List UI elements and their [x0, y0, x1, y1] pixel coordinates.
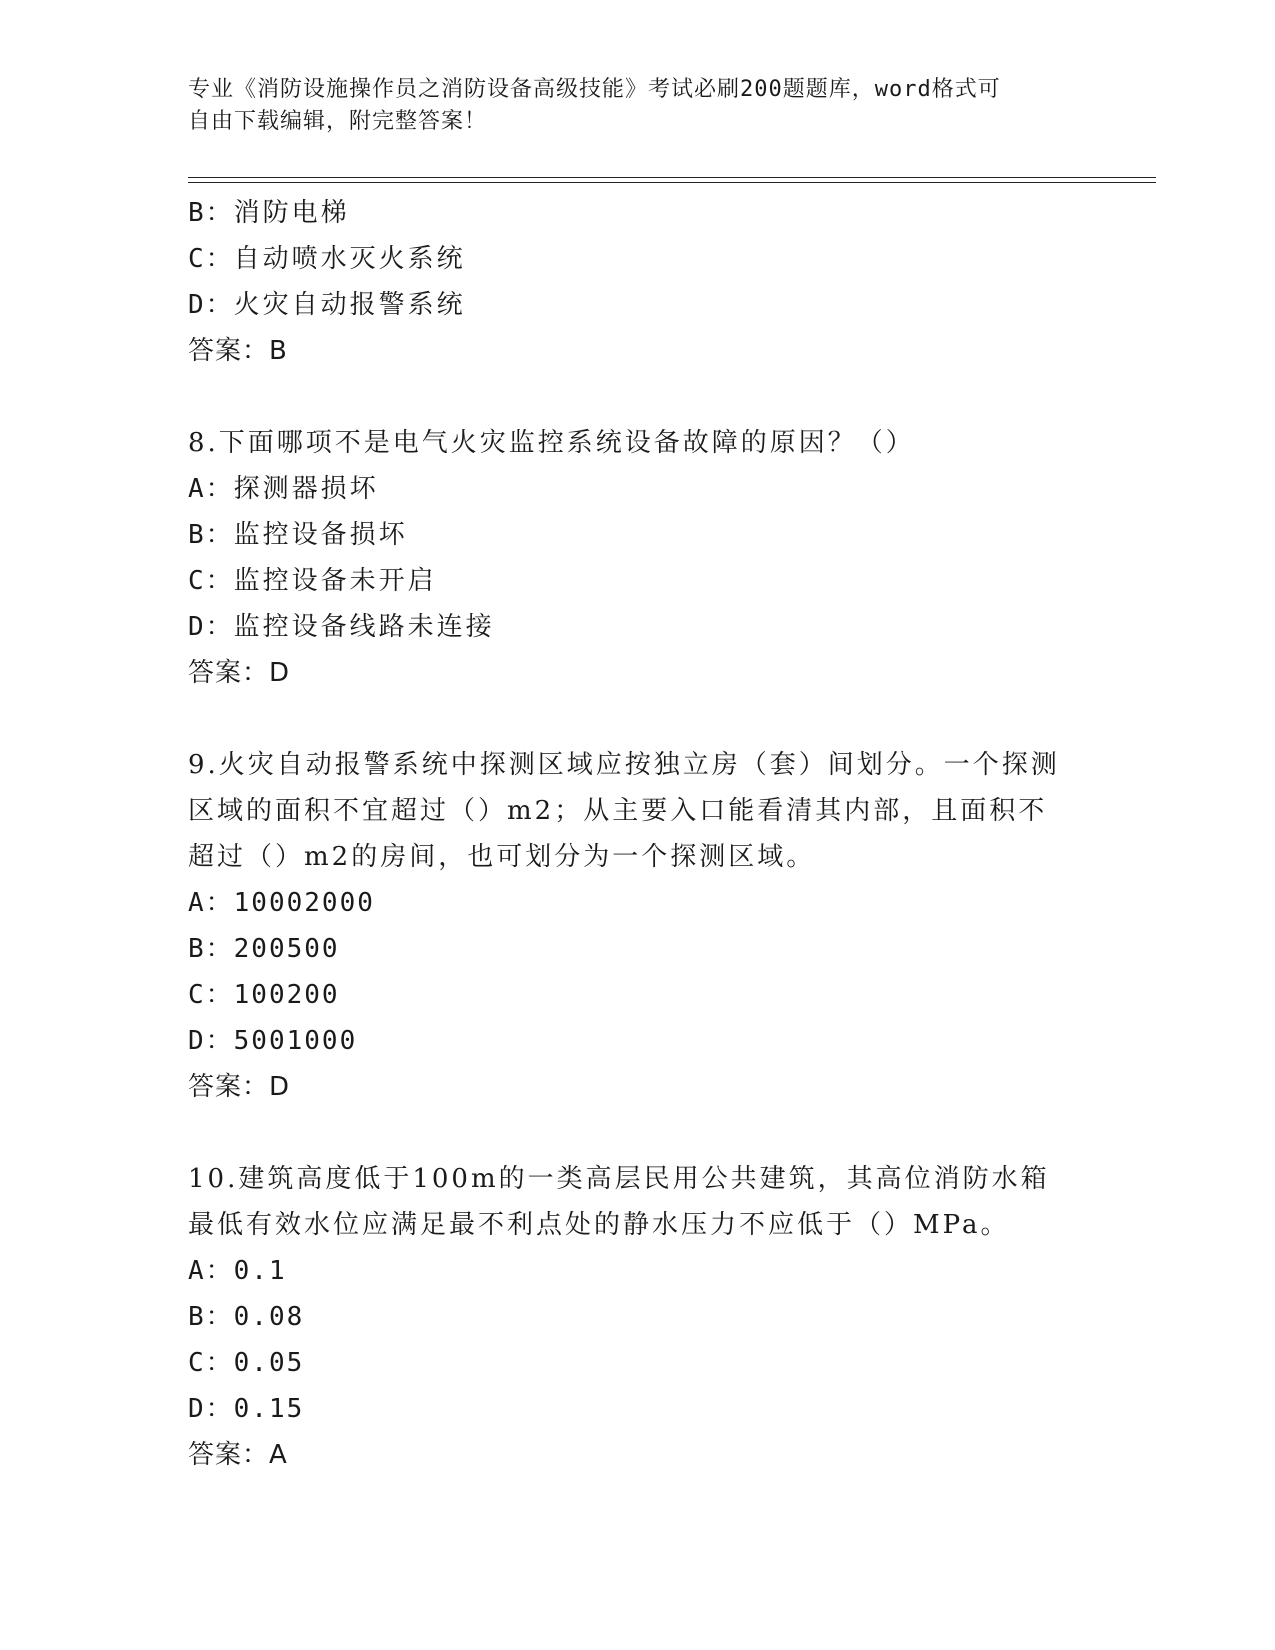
question-stem: 10.建筑高度低于100m的一类高层民用公共建筑，其高位消防水箱最低有效水位应满足最不利点处的静水压力不应低于（）MPa。 [188, 1164, 1050, 1240]
answer-line: 答案：A [188, 1440, 288, 1470]
option-d: D：0.15 [188, 1394, 305, 1424]
question-8 [188, 420, 1088, 696]
question-stem: 9.火灾自动报警系统中探测区域应按独立房（套）间划分。一个探测区域的面积不宜超过（）m2；从主要入口能看清其内部，且面积不超过（）m2的房间，也可划分为一个探测区域。 [188, 750, 1060, 872]
option-c: C：自动喷水灭火系统 [188, 244, 466, 274]
option-b: B：监控设备损坏 [188, 520, 408, 550]
question-9 [188, 742, 1088, 1110]
question-stem: 8.下面哪项不是电气火灾监控系统设备故障的原因？（） [188, 428, 915, 458]
option-d: D：火灾自动报警系统 [188, 290, 466, 320]
option-c: C：100200 [188, 980, 340, 1010]
header-title-line-1: 专业《消防设施操作员之消防设备高级技能》考试必刷200题题库，word格式可 [188, 77, 1001, 102]
option-c: C：监控设备未开启 [188, 566, 437, 596]
header-divider-bottom [188, 182, 1156, 183]
document-body [188, 190, 1088, 1478]
option-b: B：0.08 [188, 1302, 305, 1332]
option-a: A：探测器损坏 [188, 474, 379, 504]
option-b: B：消防电梯 [188, 198, 350, 228]
answer-line: 答案：D [188, 658, 291, 688]
option-d: D：监控设备线路未连接 [188, 612, 495, 642]
header-title-line-2: 自由下载编辑，附完整答案！ [188, 109, 488, 134]
option-d: D：5001000 [188, 1026, 358, 1056]
question-10 [188, 1156, 1088, 1478]
answer-line: 答案：D [188, 1072, 291, 1102]
option-a: A：0.1 [188, 1256, 287, 1286]
option-c: C：0.05 [188, 1348, 305, 1378]
answer-line: 答案：B [188, 336, 288, 366]
option-b: B：200500 [188, 934, 340, 964]
option-a: A：10002000 [188, 888, 375, 918]
header-divider-top [188, 177, 1156, 178]
continued-question [188, 190, 1088, 374]
document-header [188, 74, 1068, 138]
